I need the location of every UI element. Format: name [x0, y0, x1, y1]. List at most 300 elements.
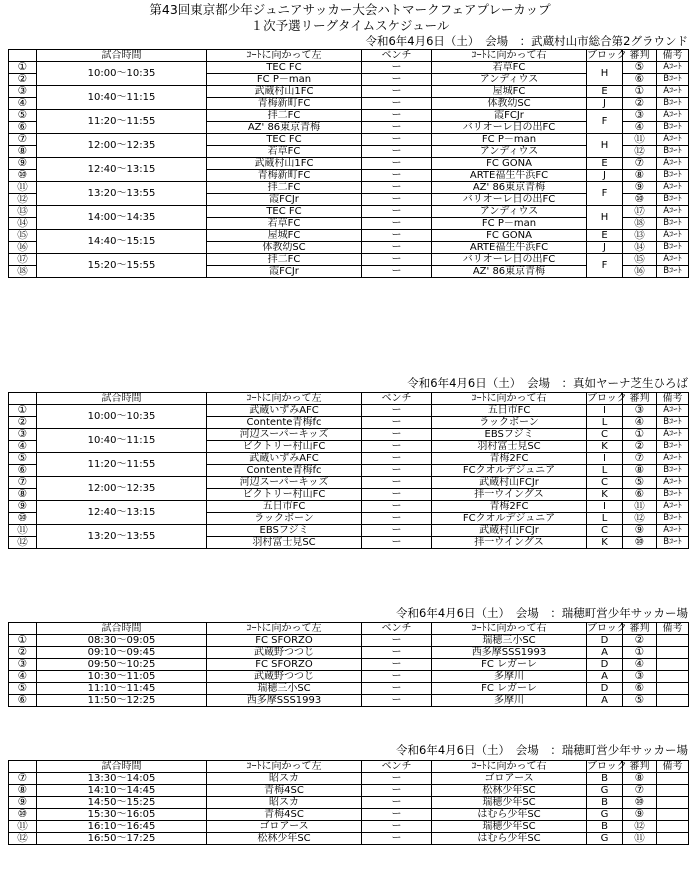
- header-block: ブロック: [587, 623, 627, 634]
- match-number: ⑨: [9, 797, 37, 809]
- left-team: FC P－man: [207, 74, 362, 86]
- header-referee: 審判: [623, 761, 657, 773]
- referee: ⑥: [623, 489, 657, 501]
- note: Bｺｰﾄ: [657, 122, 689, 134]
- match-number: ⑫: [9, 194, 37, 206]
- right-team: 瑞穂少年SC: [432, 821, 587, 833]
- note: Aｺｰﾄ: [657, 62, 689, 74]
- block: F: [587, 182, 623, 206]
- bench: ー: [362, 206, 432, 218]
- table-row: [9, 635, 689, 647]
- match-time: 11:20〜11:55: [37, 110, 207, 134]
- bench: ー: [362, 170, 432, 182]
- note: Aｺｰﾄ: [657, 405, 689, 417]
- table-row: [9, 659, 689, 671]
- note: [657, 635, 689, 647]
- referee: ②: [623, 441, 657, 453]
- schedule-table-2: [8, 392, 689, 549]
- note: Aｺｰﾄ: [657, 110, 689, 122]
- header-no: [9, 623, 37, 635]
- match-number: ④: [9, 98, 37, 110]
- referee: ⑤: [623, 477, 657, 489]
- referee: ⑫: [623, 513, 657, 525]
- block: H: [587, 206, 623, 230]
- bench: ー: [362, 537, 432, 549]
- left-team: FC SFORZO: [207, 635, 362, 647]
- header-right-team: ｺｰﾄに向かって右: [432, 50, 587, 62]
- bench: ー: [362, 194, 432, 206]
- match-number: ⑩: [9, 170, 37, 182]
- referee: ⑱: [623, 218, 657, 230]
- block: H: [587, 134, 623, 158]
- left-team: 昭スカ: [207, 797, 362, 809]
- match-number: ⑩: [9, 809, 37, 821]
- block: K: [587, 489, 623, 501]
- note: [657, 773, 689, 785]
- match-number: ⑤: [9, 453, 37, 465]
- right-team: はむら少年SC: [432, 833, 587, 845]
- header-time: 試合時間: [37, 761, 207, 773]
- block: I: [587, 405, 623, 417]
- right-team: FCクオルデジュニア: [432, 465, 587, 477]
- table-row: [9, 230, 689, 242]
- table-row: [9, 797, 689, 809]
- bench: ー: [362, 525, 432, 537]
- right-team: FC GONA: [432, 158, 587, 170]
- left-team: 河辺スーパーキッズ: [207, 429, 362, 441]
- match-number: ⑪: [9, 525, 37, 537]
- bench: ー: [362, 477, 432, 489]
- left-team: ラックボーン: [207, 513, 362, 525]
- left-team: Contente青梅fc: [207, 417, 362, 429]
- note: Bｺｰﾄ: [657, 146, 689, 158]
- right-team: バリオーレ日の出FC: [432, 122, 587, 134]
- header-bench: ベンチ: [362, 761, 432, 773]
- block: C: [587, 429, 623, 441]
- referee: ⑩: [623, 537, 657, 549]
- header-right-team: ｺｰﾄに向かって右: [432, 393, 587, 405]
- header-bench: ベンチ: [362, 623, 432, 635]
- left-team: TEC FC: [207, 134, 362, 146]
- bench: ー: [362, 266, 432, 278]
- block: B: [587, 797, 623, 809]
- block: H: [587, 62, 623, 86]
- note: Aｺｰﾄ: [657, 477, 689, 489]
- note: Aｺｰﾄ: [657, 86, 689, 98]
- right-team: ARTE福生牛浜FC: [432, 170, 587, 182]
- bench: ー: [362, 134, 432, 146]
- bench: ー: [362, 98, 432, 110]
- left-team: 羽村富士見SC: [207, 537, 362, 549]
- match-number: ④: [9, 441, 37, 453]
- referee: ①: [623, 647, 657, 659]
- block: F: [587, 110, 623, 134]
- block: L: [587, 513, 623, 525]
- referee: ⑥: [623, 683, 657, 695]
- bench: ー: [362, 453, 432, 465]
- match-time: 15:20〜15:55: [37, 254, 207, 278]
- table-row: [9, 833, 689, 845]
- match-number: ⑯: [9, 242, 37, 254]
- match-number: ⑧: [9, 489, 37, 501]
- right-team: FCクオルデジュニア: [432, 513, 587, 525]
- note: [657, 785, 689, 797]
- header-time: 試合時間: [37, 50, 207, 62]
- note: Aｺｰﾄ: [657, 158, 689, 170]
- header-block: ブロック: [587, 761, 627, 772]
- referee: ⑧: [623, 170, 657, 182]
- match-time: 08:30〜09:05: [37, 635, 207, 647]
- bench: ー: [362, 417, 432, 429]
- referee: ①: [623, 86, 657, 98]
- table-row: [9, 477, 689, 489]
- header-note: 備考: [657, 761, 689, 773]
- note: Bｺｰﾄ: [657, 465, 689, 477]
- left-team: 武蔵いずみAFC: [207, 405, 362, 417]
- referee: ⑪: [623, 833, 657, 845]
- header-left-team: ｺｰﾄに向かって左: [207, 50, 362, 62]
- bench: ー: [362, 695, 432, 707]
- header-referee: 審判: [623, 623, 657, 635]
- referee: ④: [623, 659, 657, 671]
- match-number: ③: [9, 659, 37, 671]
- match-time: 10:30〜11:05: [37, 671, 207, 683]
- bench: ー: [362, 146, 432, 158]
- match-number: ⑦: [9, 477, 37, 489]
- table-row: [9, 134, 689, 146]
- block: E: [587, 230, 623, 242]
- note: [657, 683, 689, 695]
- right-team: 青梅2FC: [432, 501, 587, 513]
- block: F: [587, 254, 623, 278]
- table-row: [9, 683, 689, 695]
- block: C: [587, 525, 623, 537]
- referee: ⑪: [623, 134, 657, 146]
- match-time: 11:50〜12:25: [37, 695, 207, 707]
- left-team: 若草FC: [207, 146, 362, 158]
- table-row: [9, 158, 689, 170]
- table-row: [9, 809, 689, 821]
- right-team: 青梅2FC: [432, 453, 587, 465]
- match-number: ⑧: [9, 785, 37, 797]
- note: Bｺｰﾄ: [657, 194, 689, 206]
- note: Bｺｰﾄ: [657, 441, 689, 453]
- match-number: ②: [9, 647, 37, 659]
- match-number: ⑨: [9, 158, 37, 170]
- table-row: [9, 773, 689, 785]
- note: [657, 647, 689, 659]
- header-block: ブロック: [587, 50, 627, 61]
- left-team: 霞FCJr: [207, 266, 362, 278]
- match-number: ②: [9, 74, 37, 86]
- header-note: 備考: [657, 623, 689, 635]
- note: Bｺｰﾄ: [657, 417, 689, 429]
- referee: ④: [623, 417, 657, 429]
- bench: ー: [362, 441, 432, 453]
- match-time: 10:00〜10:35: [37, 62, 207, 86]
- note: Bｺｰﾄ: [657, 170, 689, 182]
- table-row: [9, 429, 689, 441]
- note: Bｺｰﾄ: [657, 242, 689, 254]
- block: L: [587, 465, 623, 477]
- referee: ②: [623, 98, 657, 110]
- match-number: ③: [9, 429, 37, 441]
- left-team: ビクトリー村山FC: [207, 489, 362, 501]
- left-team: 武蔵いずみAFC: [207, 453, 362, 465]
- header-time: 試合時間: [37, 393, 207, 405]
- right-team: 五日市FC: [432, 405, 587, 417]
- note: Aｺｰﾄ: [657, 206, 689, 218]
- right-team: アンディウス: [432, 74, 587, 86]
- table-header-row: [9, 393, 689, 405]
- note: Aｺｰﾄ: [657, 453, 689, 465]
- match-time: 10:00〜10:35: [37, 405, 207, 429]
- referee: ⑪: [623, 501, 657, 513]
- header-time: 試合時間: [37, 623, 207, 635]
- header-note: 備考: [657, 50, 689, 62]
- match-number: ⑦: [9, 773, 37, 785]
- right-team: FC P－man: [432, 134, 587, 146]
- match-number: ⑧: [9, 146, 37, 158]
- left-team: 西多摩SSS1993: [207, 695, 362, 707]
- header-right-team: ｺｰﾄに向かって右: [432, 623, 587, 635]
- right-team: FC P－man: [432, 218, 587, 230]
- left-team: 五日市FC: [207, 501, 362, 513]
- header-block: ブロック: [587, 393, 627, 404]
- bench: ー: [362, 489, 432, 501]
- table-row: [9, 86, 689, 98]
- header-no: [9, 50, 37, 62]
- right-team: 霞FCJr: [432, 110, 587, 122]
- bench: ー: [362, 429, 432, 441]
- left-team: 松林少年SC: [207, 833, 362, 845]
- left-team: 霞FCJr: [207, 194, 362, 206]
- note: Bｺｰﾄ: [657, 266, 689, 278]
- block: A: [587, 695, 623, 707]
- table-row: [9, 695, 689, 707]
- match-number: ④: [9, 671, 37, 683]
- left-team: 昭スカ: [207, 773, 362, 785]
- header-left-team: ｺｰﾄに向かって左: [207, 761, 362, 773]
- match-time: 13:20〜13:55: [37, 182, 207, 206]
- referee: ⑧: [623, 773, 657, 785]
- referee: ①: [623, 429, 657, 441]
- match-time: 14:40〜15:15: [37, 230, 207, 254]
- match-time: 11:10〜11:45: [37, 683, 207, 695]
- note: Aｺｰﾄ: [657, 134, 689, 146]
- right-team: アンディウス: [432, 206, 587, 218]
- referee: ⑫: [623, 821, 657, 833]
- referee: ③: [623, 110, 657, 122]
- block: D: [587, 683, 623, 695]
- referee: ⑯: [623, 266, 657, 278]
- match-time: 14:10〜14:45: [37, 785, 207, 797]
- block: G: [587, 809, 623, 821]
- right-team: AZ' 86東京青梅: [432, 182, 587, 194]
- match-number: ②: [9, 417, 37, 429]
- left-team: AZ' 86東京青梅: [207, 122, 362, 134]
- block: B: [587, 773, 623, 785]
- match-time: 13:20〜13:55: [37, 525, 207, 549]
- match-number: ⑤: [9, 110, 37, 122]
- right-team: 武蔵村山FCJr: [432, 477, 587, 489]
- note: Aｺｰﾄ: [657, 254, 689, 266]
- table-row: [9, 525, 689, 537]
- block: C: [587, 477, 623, 489]
- match-time: 14:50〜15:25: [37, 797, 207, 809]
- left-team: 青梅4SC: [207, 785, 362, 797]
- header-right-team: ｺｰﾄに向かって右: [432, 761, 587, 773]
- left-team: ビクトリー村山FC: [207, 441, 362, 453]
- bench: ー: [362, 797, 432, 809]
- referee: ⑦: [623, 453, 657, 465]
- bench: ー: [362, 86, 432, 98]
- venue-line-3: 令和6年4月6日（土） 会場 ：瑞穂町営少年サッカー場: [396, 606, 688, 620]
- referee: ③: [623, 671, 657, 683]
- block: E: [587, 158, 623, 170]
- venue-line-1: 令和6年4月6日（土） 会場 ：武蔵村山市総合第2グラウンド: [365, 34, 688, 48]
- match-number: ①: [9, 405, 37, 417]
- header-referee: 審判: [623, 50, 657, 62]
- note: Aｺｰﾄ: [657, 525, 689, 537]
- left-team: 河辺スーパーキッズ: [207, 477, 362, 489]
- left-team: 武蔵野つつじ: [207, 671, 362, 683]
- table-row: [9, 254, 689, 266]
- block: G: [587, 785, 623, 797]
- bench: ー: [362, 182, 432, 194]
- note: Bｺｰﾄ: [657, 489, 689, 501]
- table-row: [9, 405, 689, 417]
- referee: ⑦: [623, 158, 657, 170]
- right-team: ARTE福生牛浜FC: [432, 242, 587, 254]
- bench: ー: [362, 501, 432, 513]
- header-bench: ベンチ: [362, 50, 432, 62]
- note: Bｺｰﾄ: [657, 513, 689, 525]
- block: L: [587, 417, 623, 429]
- match-time: 12:00〜12:35: [37, 477, 207, 501]
- note: Aｺｰﾄ: [657, 429, 689, 441]
- match-number: ⑩: [9, 513, 37, 525]
- right-team: 体教幼SC: [432, 98, 587, 110]
- left-team: Contente青梅fc: [207, 465, 362, 477]
- venue-line-4: 令和6年4月6日（土） 会場 ：瑞穂町営少年サッカー場: [396, 743, 688, 757]
- right-team: アンディウス: [432, 146, 587, 158]
- referee: ⑤: [623, 695, 657, 707]
- bench: ー: [362, 62, 432, 74]
- referee: ⑧: [623, 465, 657, 477]
- bench: ー: [362, 218, 432, 230]
- table-row: [9, 110, 689, 122]
- match-time: 09:50〜10:25: [37, 659, 207, 671]
- match-time: 10:40〜11:15: [37, 429, 207, 453]
- referee: ⑰: [623, 206, 657, 218]
- header-left-team: ｺｰﾄに向かって左: [207, 393, 362, 405]
- left-team: 瑞穂三小SC: [207, 683, 362, 695]
- table-row: [9, 671, 689, 683]
- match-number: ⑦: [9, 134, 37, 146]
- note: [657, 671, 689, 683]
- referee: ⑦: [623, 785, 657, 797]
- right-team: 若草FC: [432, 62, 587, 74]
- right-team: AZ' 86東京青梅: [432, 266, 587, 278]
- left-team: EBSフジミ: [207, 525, 362, 537]
- left-team: 拝二FC: [207, 254, 362, 266]
- table-row: [9, 785, 689, 797]
- right-team: FC レガーレ: [432, 659, 587, 671]
- document-subtitle: １次予選リーグタイムスケジュール: [250, 18, 450, 33]
- header-no: [9, 393, 37, 405]
- referee: ⑨: [623, 182, 657, 194]
- note: [657, 821, 689, 833]
- referee: ②: [623, 635, 657, 647]
- match-number: ③: [9, 86, 37, 98]
- left-team: 拝二FC: [207, 110, 362, 122]
- referee: ④: [623, 122, 657, 134]
- table-header-row: [9, 761, 689, 773]
- block: D: [587, 659, 623, 671]
- block: D: [587, 635, 623, 647]
- schedule-table-3: [8, 622, 689, 707]
- block: K: [587, 537, 623, 549]
- bench: ー: [362, 110, 432, 122]
- right-team: EBSフジミ: [432, 429, 587, 441]
- match-number: ①: [9, 62, 37, 74]
- referee: ⑩: [623, 194, 657, 206]
- bench: ー: [362, 683, 432, 695]
- note: Bｺｰﾄ: [657, 74, 689, 86]
- note: [657, 695, 689, 707]
- bench: ー: [362, 773, 432, 785]
- note: Aｺｰﾄ: [657, 230, 689, 242]
- match-number: ⑫: [9, 537, 37, 549]
- left-team: ゴロアース: [207, 821, 362, 833]
- bench: ー: [362, 659, 432, 671]
- bench: ー: [362, 833, 432, 845]
- note: [657, 809, 689, 821]
- table-row: [9, 501, 689, 513]
- match-time: 10:40〜11:15: [37, 86, 207, 110]
- table-row: [9, 647, 689, 659]
- header-left-team: ｺｰﾄに向かって左: [207, 623, 362, 635]
- match-time: 16:10〜16:45: [37, 821, 207, 833]
- table-row: [9, 182, 689, 194]
- bench: ー: [362, 821, 432, 833]
- right-team: バリオーレ日の出FC: [432, 254, 587, 266]
- referee: ⑭: [623, 242, 657, 254]
- right-team: FC レガーレ: [432, 683, 587, 695]
- referee: ⑮: [623, 254, 657, 266]
- match-number: ⑥: [9, 695, 37, 707]
- bench: ー: [362, 242, 432, 254]
- block: A: [587, 671, 623, 683]
- bench: ー: [362, 254, 432, 266]
- right-team: 瑞穂少年SC: [432, 797, 587, 809]
- match-number: ⑨: [9, 501, 37, 513]
- bench: ー: [362, 158, 432, 170]
- block: I: [587, 453, 623, 465]
- bench: ー: [362, 230, 432, 242]
- right-team: 羽村富士見SC: [432, 441, 587, 453]
- schedule-table-1: [8, 49, 689, 278]
- referee: ③: [623, 405, 657, 417]
- header-note: 備考: [657, 393, 689, 405]
- bench: ー: [362, 465, 432, 477]
- referee: ⑫: [623, 146, 657, 158]
- table-row: [9, 206, 689, 218]
- block: J: [587, 170, 623, 182]
- match-number: ⑬: [9, 206, 37, 218]
- block: A: [587, 647, 623, 659]
